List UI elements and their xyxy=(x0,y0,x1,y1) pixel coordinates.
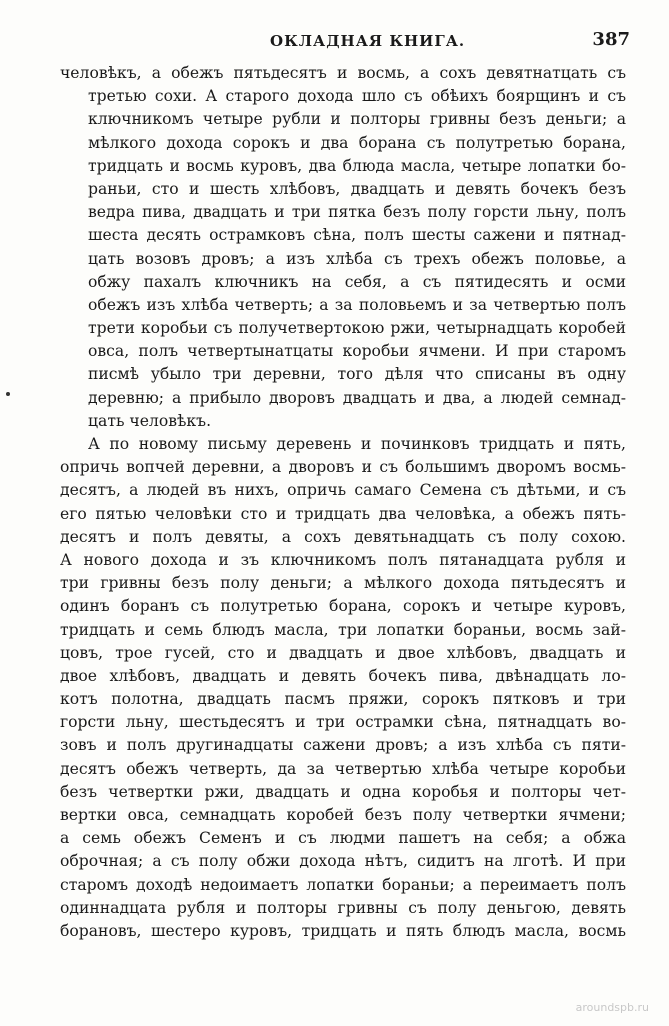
text-line: шеста десять острамковъ сѣна, полъ шесты сажени и пятнад- xyxy=(88,226,626,245)
text-line: старомъ доходѣ недоимаетъ лопатки бораньи; а переимаетъ полъ xyxy=(60,875,626,894)
text-line: десятъ и полъ девяты, а сохъ девятьнадцать съ полу сохою. xyxy=(60,527,626,546)
watermark: aroundspb.ru xyxy=(575,1001,649,1014)
text-line: тридцать и семь блюдъ масла, три лопатки бораньи, восмь зай- xyxy=(60,620,626,639)
text-line: ключникомъ четыре рубли и полторы гривны безъ деньги; а xyxy=(88,110,626,129)
paragraph-2 xyxy=(60,433,626,943)
text-line: а семь обежъ Семенъ и съ людми пашетъ на себя; а обжа xyxy=(60,829,626,848)
text-line: деревню; а прибыло дворовъ двадцать и два, а людей семнад- xyxy=(88,388,626,407)
text-line: десятъ, а людей въ нихъ, опричь самаго Семена съ дѣтьми, и съ xyxy=(60,481,626,500)
text-line: мѣлкого дохода сорокъ и два борана съ полутретью борана, xyxy=(88,133,626,152)
running-title: ОКЛАДНАЯ КНИГА. xyxy=(270,32,466,50)
text-line: горсти льну, шестьдесятъ и три острамки сѣна, пятнадцать во- xyxy=(60,713,626,732)
body-text xyxy=(60,62,626,943)
text-line: оброчная; а съ полу обжи дохода нѣтъ, сидитъ на лготѣ. И при xyxy=(60,852,626,871)
text-line: цать человѣкъ. xyxy=(88,411,212,430)
text-line: овса, полъ четвертынатцаты коробьи ячмени. И при старомъ xyxy=(88,342,626,361)
text-line: цовъ, трое гусей, сто и двадцать и двое хлѣбовъ, двадцать и xyxy=(60,643,626,662)
text-line: одиннадцата рубля и полторы гривны съ полу деньгою, девять xyxy=(60,898,626,917)
text-line: трети коробьи съ получетвертокою ржи, четырнадцать коробей xyxy=(88,319,626,338)
text-line: цать возовъ дровъ; а изъ хлѣба съ трехъ обежъ половье, а xyxy=(88,249,626,268)
page-number: 387 xyxy=(592,29,630,50)
text-line: третью сохи. А старого дохода шло съ обѣихъ боярщинъ и съ xyxy=(88,87,626,106)
text-line: котъ полотна, двадцать пасмъ пряжи, сорокъ пятковъ и три xyxy=(60,690,626,709)
text-line: ведра пива, двадцать и три пятка безъ полу горсти льну, полъ xyxy=(88,203,626,222)
text-line: борановъ, шестеро куровъ, тридцать и пять блюдъ масла, восмь xyxy=(60,921,626,940)
text-line: опричь вопчей деревни, а дворовъ и съ большимъ дворомъ восмь- xyxy=(60,458,626,477)
text-line: одинъ боранъ съ полутретью борана, сорокъ и четыре куровъ, xyxy=(60,597,626,616)
text-line: обжу пахалъ ключникъ на себя, а съ пятидесять и осми xyxy=(88,272,626,291)
text-line: человѣкъ, а обежъ пятьдесятъ и восмь, а сохъ девятнатцать съ xyxy=(60,64,626,82)
text-line: обежъ изъ хлѣба четверть; а за половьемъ и за четвертью полъ xyxy=(88,295,626,314)
text-line: его пятью человѣки сто и тридцать два человѣка, а обежъ пять- xyxy=(60,504,626,523)
running-head xyxy=(60,24,630,54)
paragraph-1 xyxy=(60,62,626,433)
margin-mark xyxy=(6,392,10,396)
text-line: А по новому письму деревень и починковъ тридцать и пять, xyxy=(88,435,626,453)
text-line: зовъ и полъ другинадцаты сажени дровъ; а изъ хлѣба съ пяти- xyxy=(60,736,626,755)
text-line: три гривны безъ полу деньги; а мѣлкого дохода пятьдесятъ и xyxy=(60,574,626,593)
text-line: десятъ обежъ четверть, да за четвертью хлѣба четыре коробьи xyxy=(60,759,626,778)
text-line: вертки овса, семнадцать коробей безъ полу четвертки ячмени; xyxy=(60,806,626,824)
text-line: тридцать и восмь куровъ, два блюда масла, четыре лопатки бо- xyxy=(88,156,626,175)
text-line: А нового дохода и зъ ключникомъ полъ пятанадцата рубля и xyxy=(60,550,626,569)
text-line: писмѣ убыло три деревни, того дѣля что списаны въ одну xyxy=(88,365,626,384)
text-line: двое хлѣбовъ, двадцать и девять бочекъ пива, двѣнадцать ло- xyxy=(60,666,626,685)
text-line: безъ четвертки ржи, двадцать и одна коробья и полторы чет- xyxy=(60,782,626,801)
text-line: раньи, сто и шесть хлѣбовъ, двадцать и девять бочекъ безъ xyxy=(88,179,626,198)
